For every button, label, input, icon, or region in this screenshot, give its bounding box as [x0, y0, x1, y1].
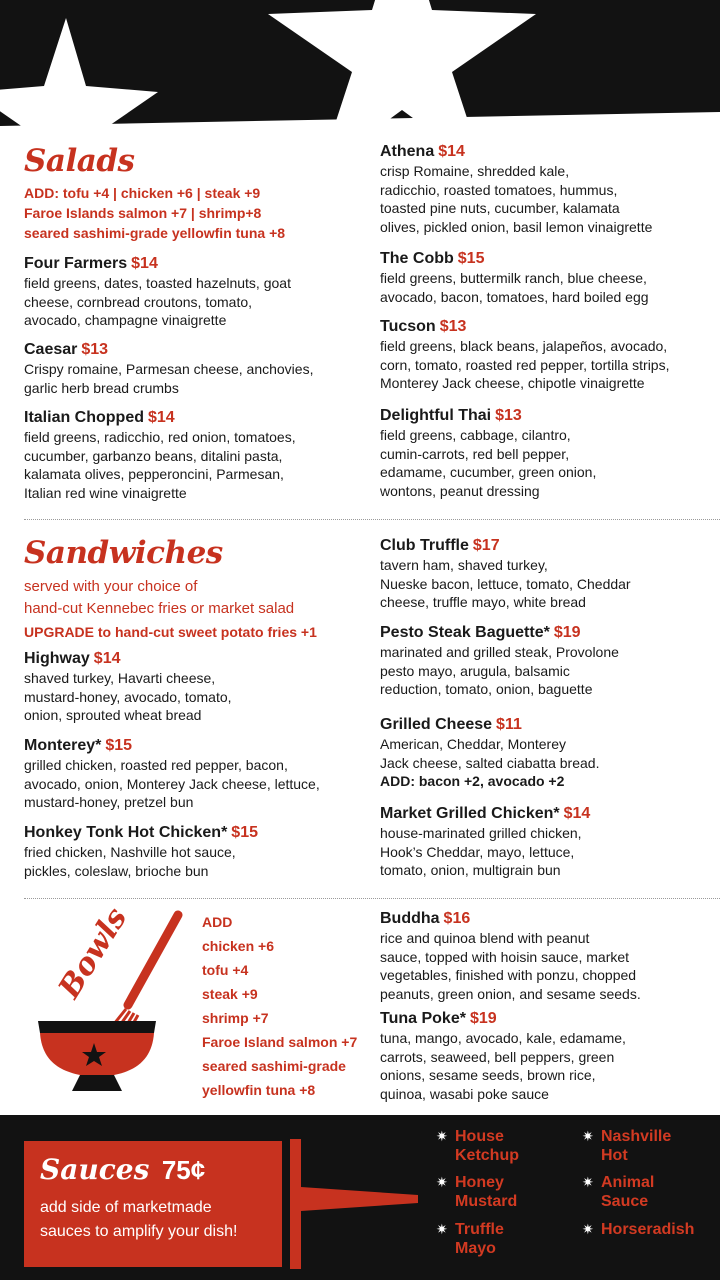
item-name: Pesto Steak Baguette*	[380, 624, 550, 641]
item-price: $15	[231, 824, 258, 841]
section-divider	[24, 519, 720, 520]
addon-line: seared sashimi-grade	[202, 1058, 346, 1074]
star-icon: ✷	[436, 1128, 448, 1144]
addon-line: Faroe Islands salmon +7 | shrimp+8	[24, 205, 262, 221]
menu-item-italian-chopped	[24, 408, 296, 502]
section-divider	[24, 898, 720, 899]
menu-item-the-cobb	[380, 249, 649, 306]
menu-item-four-farmers	[24, 254, 291, 330]
menu-item-tucson	[380, 317, 669, 393]
item-desc: field greens, dates, toasted hazelnuts, goat cheese, cornbread croutons, tomato, avocado, champagne vinaigrette	[24, 275, 291, 329]
item-name: Delightful Thai	[380, 407, 492, 424]
item-name: Buddha	[380, 910, 440, 927]
item-name: Honkey Tonk Hot Chicken*	[24, 824, 228, 841]
item-name: Club Truffle	[380, 537, 469, 554]
star-icon: ✷	[582, 1128, 594, 1144]
item-name: Tucson	[380, 318, 436, 335]
sauce-item: Animal Sauce	[601, 1174, 655, 1210]
addon-line: tofu +4	[202, 962, 249, 978]
menu-item-monterey	[24, 736, 320, 812]
item-name: The Cobb	[380, 250, 454, 267]
item-name: Athena	[380, 143, 435, 160]
item-price: $14	[93, 650, 121, 667]
note-line: hand-cut Kennebec fries or market salad	[24, 600, 295, 617]
upgrade-line: UPGRADE to hand-cut sweet potato fries +1	[24, 624, 317, 640]
menu-item-club-truffle	[380, 536, 631, 612]
item-price: $15	[457, 250, 485, 267]
sandwiches-title: Sandwiches	[24, 535, 223, 571]
item-desc: field greens, radicchio, red onion, tomatoes, cucumber, garbanzo beans, ditalini pasta, kalamata olives, pepperoncini, Parmesan, Italian red wine vinaigrette	[24, 429, 296, 501]
item-desc: field greens, cabbage, cilantro, cumin-carrots, red bell pepper, edamame, cucumber, green onion, wontons, peanut dressing	[380, 427, 597, 499]
item-price: $13	[495, 407, 522, 424]
item-desc: crisp Romaine, shredded kale, radicchio, roasted tomatoes, hummus, toasted pine nuts, cucumber, kalamata olives, pickled onion, basil lemon vinaigrette	[380, 163, 653, 235]
item-name: Caesar	[24, 341, 78, 358]
item-desc: tuna, mango, avocado, kale, edamame, carrots, seaweed, bell peppers, green onions, sesame seeds, brown rice, quinoa, wasabi poke sauce	[380, 1030, 626, 1102]
sandwiches-notes	[24, 576, 317, 642]
item-addon: ADD: bacon +2, avocado +2	[380, 773, 565, 790]
item-name: Highway	[24, 650, 90, 667]
menu-item-highway	[24, 649, 232, 725]
sauces-heading	[40, 1153, 205, 1186]
menu-item-caesar	[24, 340, 313, 397]
menu-item-athena	[380, 142, 652, 236]
item-desc: shaved turkey, Havarti cheese, mustard-honey, avocado, tomato, onion, sprouted wheat bread	[24, 670, 232, 724]
star-icon: ✷	[436, 1174, 448, 1190]
bowl-icon	[38, 1021, 156, 1091]
item-desc: fried chicken, Nashville hot sauce, pickles, coleslaw, brioche bun	[24, 844, 236, 879]
menu-item-delightful-thai	[380, 406, 596, 500]
menu-item-pesto-steak-baguette	[380, 623, 619, 699]
addon-line: chicken +6	[202, 938, 274, 954]
item-desc: rice and quinoa blend with peanut sauce, topped with hoisin sauce, market vegetables, finished with ponzu, chopped peanuts, green onion, and sesame seeds.	[380, 930, 641, 1002]
item-price: $14	[438, 143, 465, 160]
menu-item-grilled-cheese	[380, 715, 599, 791]
item-desc: field greens, black beans, jalapeños, avocado, corn, tomato, roasted red pepper, tortilla strips, Monterey Jack cheese, chipotle vinaigrette	[380, 338, 670, 392]
sauce-item: House Ketchup	[455, 1128, 519, 1164]
item-name: Monterey*	[24, 737, 102, 754]
menu-item-honkey-tonk	[24, 823, 258, 880]
menu-item-tuna-poke	[380, 1009, 626, 1103]
sauce-item: Honey Mustard	[455, 1174, 518, 1210]
note-line: served with your choice of	[24, 578, 198, 595]
item-desc: grilled chicken, roasted red pepper, bacon, avocado, onion, Monterey Jack cheese, lettuce, mustard-honey, pretzel bun	[24, 757, 320, 811]
item-price: $13	[439, 318, 467, 335]
addon-line: seared sashimi-grade yellowfin tuna +8	[24, 225, 286, 241]
item-price: $13	[81, 341, 109, 358]
item-name: Tuna Poke*	[380, 1010, 466, 1027]
star-icon: ✷	[582, 1174, 594, 1190]
menu-item-buddha	[380, 909, 641, 1003]
bowls-addons	[202, 910, 357, 1102]
bowls-title: Bowls	[52, 901, 135, 1005]
menu-item-market-grilled-chicken	[380, 804, 590, 880]
item-price: $14	[563, 805, 591, 822]
addon-line: shrimp +7	[202, 1010, 269, 1026]
item-desc: tavern ham, shaved turkey, Nueske bacon, lettuce, tomato, Cheddar cheese, truffle mayo, white bread	[380, 557, 631, 611]
item-name: Four Farmers	[24, 255, 128, 272]
addon-line: ADD	[202, 914, 233, 930]
star-icon: ✷	[582, 1221, 594, 1237]
sauce-item: Truffle Mayo	[455, 1221, 504, 1257]
item-desc: Crispy romaine, Parmesan cheese, anchovies, garlic herb bread crumbs	[24, 361, 314, 396]
item-name: Grilled Cheese	[380, 716, 493, 733]
item-price: $17	[472, 537, 500, 554]
item-desc: marinated and grilled steak, Provolone pesto mayo, arugula, balsamic reduction, tomato, onion, baguette	[380, 644, 619, 698]
addon-line: Faroe Island salmon +7	[202, 1034, 358, 1050]
item-price: $14	[148, 409, 175, 426]
item-price: $15	[105, 737, 133, 754]
sauces-title: Sauces	[40, 1153, 150, 1186]
item-desc: field greens, buttermilk ranch, blue cheese, avocado, bacon, tomatoes, hard boiled egg	[380, 270, 649, 305]
item-price: $19	[469, 1010, 497, 1027]
sauces-desc: add side of marketmade sauces to amplify your dish!	[40, 1199, 238, 1240]
sauces-footer	[0, 1115, 720, 1280]
salads-addons	[24, 183, 285, 243]
sauces-price: 75¢	[161, 1155, 206, 1185]
header-star-banner	[0, 0, 720, 130]
item-desc: American, Cheddar, Monterey Jack cheese, salted ciabatta bread.	[380, 736, 600, 771]
addon-line: ADD: tofu +4 | chicken +6 | steak +9	[24, 185, 261, 201]
item-name: Italian Chopped	[24, 409, 144, 426]
addon-line: yellowfin tuna +8	[202, 1082, 316, 1098]
addon-line: steak +9	[202, 986, 258, 1002]
sauce-item: Horseradish	[601, 1221, 695, 1238]
sauce-item: Nashville Hot	[601, 1128, 672, 1164]
salads-title: Salads	[24, 143, 135, 179]
item-price: $14	[131, 255, 158, 272]
item-desc: house-marinated grilled chicken, Hook’s Cheddar, mayo, lettuce, tomato, onion, multigrain bun	[380, 825, 582, 879]
star-icon: ✷	[436, 1221, 448, 1237]
item-price: $16	[443, 910, 471, 927]
item-name: Market Grilled Chicken*	[380, 805, 560, 822]
item-price: $19	[553, 624, 581, 641]
item-price: $11	[496, 716, 522, 733]
